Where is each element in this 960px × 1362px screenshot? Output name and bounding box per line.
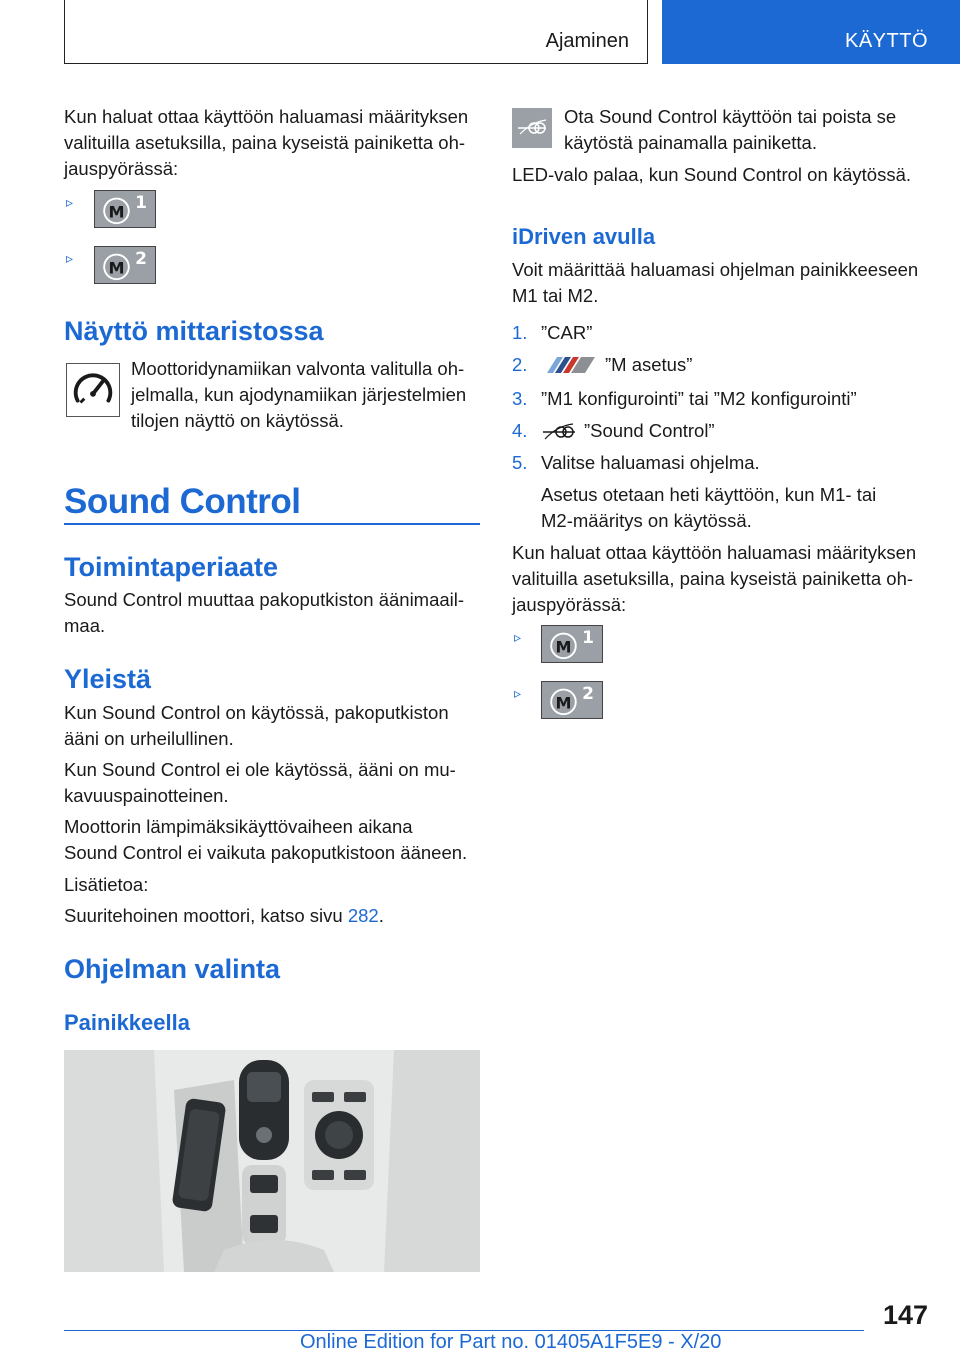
svg-text:M: M <box>108 202 125 222</box>
header-section-box <box>64 0 648 64</box>
engine-reference <box>64 903 384 929</box>
step5-detail-line: Asetus otetaan heti käyttöön, kun M1- tai <box>541 484 877 505</box>
step-number: 5. <box>512 452 528 473</box>
m2-button-icon <box>541 681 603 719</box>
intro-line: jauspyörässä: <box>64 158 179 179</box>
step-text: ”CAR” <box>541 322 593 343</box>
general-line: kavuuspainotteinen. <box>64 785 229 806</box>
speedometer-icon <box>66 363 120 417</box>
general-paragraph-3 <box>64 814 484 866</box>
heading-program-selection: Ohjelman valinta <box>64 954 281 984</box>
display-line: jelmalla, kun ajodynamiikan järjestelmien <box>131 384 467 405</box>
step-text: Valitse haluamasi ohjelma. <box>541 452 760 473</box>
outro-line: jauspyörässä: <box>512 594 627 615</box>
bullet-marker: ▹ <box>66 250 74 266</box>
step-number: 1. <box>512 322 528 343</box>
m1-button-icon <box>94 190 156 228</box>
heading-rule <box>64 523 480 525</box>
heading-sound-control: Sound Control <box>64 482 301 521</box>
header-section-title: Ajaminen <box>545 30 629 52</box>
page-link-282[interactable]: 282 <box>347 905 379 926</box>
svg-text:1: 1 <box>582 628 595 649</box>
m1-button-icon <box>541 625 603 663</box>
engine-reference-text: Suuritehoinen moottori, katso sivu <box>64 905 348 926</box>
led-paragraph: LED-valo palaa, kun Sound Control on käytössä. <box>512 164 912 185</box>
display-line: Moottoridynamiikan valvonta valitulla oh- <box>131 358 465 379</box>
button-toggle-line: käytöstä painamalla painiketta. <box>564 132 817 153</box>
idrive-line: M1 tai M2. <box>512 285 599 306</box>
step5-detail-line: M2-määritys on käytössä. <box>541 510 752 531</box>
svg-text:M: M <box>555 693 572 713</box>
sound-control-icon <box>541 420 577 442</box>
period: . <box>378 905 384 926</box>
heading-by-button: Painikkeella <box>64 1010 190 1035</box>
bullet-marker: ▹ <box>514 629 522 645</box>
principle-paragraph <box>64 587 484 639</box>
outro-line: Kun haluat ottaa käyttöön haluamasi määrityksen <box>512 542 917 563</box>
intro-line: valituilla asetuksilla, paina kyseistä painiketta oh- <box>64 132 466 153</box>
principle-line: Sound Control muuttaa pakoputkiston äänimaail- <box>64 589 465 610</box>
heading-principle: Toimintaperiaate <box>64 552 279 582</box>
button-toggle-paragraph <box>564 104 934 156</box>
svg-text:2: 2 <box>135 249 148 270</box>
general-paragraph-2 <box>64 757 484 809</box>
more-info-label: Lisätietoa: <box>64 874 149 895</box>
svg-text:2: 2 <box>582 684 595 705</box>
step-text: ”Sound Control” <box>584 420 715 441</box>
step5-detail <box>541 482 941 534</box>
step-number: 3. <box>512 388 528 409</box>
principle-line: maa. <box>64 615 106 636</box>
bullet-marker: ▹ <box>66 194 74 210</box>
intro-line: Kun haluat ottaa käyttöön haluamasi määrityksen <box>64 106 469 127</box>
heading-general: Yleistä <box>64 664 152 694</box>
general-line: Moottorin lämpimäksikäyttövaiheen aikana <box>64 816 413 837</box>
general-paragraph-1 <box>64 700 484 752</box>
step-text: ”M asetus” <box>605 354 693 375</box>
step-number: 4. <box>512 420 528 441</box>
heading-idrive: iDriven avulla <box>512 224 656 249</box>
display-paragraph <box>131 356 481 434</box>
center-console-photo <box>64 1050 480 1272</box>
display-line: tilojen näyttö on käytössä. <box>131 410 344 431</box>
general-line: Kun Sound Control on käytössä, pakoputkiston <box>64 702 449 723</box>
svg-text:M: M <box>108 258 125 278</box>
general-line: Sound Control ei vaikuta pakoputkistoon ääneen. <box>64 842 468 863</box>
m-stripes-icon <box>541 356 597 374</box>
general-line: Kun Sound Control ei ole käytössä, ääni on mu- <box>64 759 456 780</box>
idrive-line: Voit määrittää haluamasi ohjelman painikkeeseen <box>512 259 919 280</box>
outro-line: valituilla asetuksilla, paina kyseistä painiketta oh- <box>512 568 914 589</box>
step-number: 2. <box>512 354 528 375</box>
step-text: ”M1 konfigurointi” tai ”M2 konfigurointi” <box>541 388 857 409</box>
svg-text:1: 1 <box>135 193 148 214</box>
m2-button-icon <box>94 246 156 284</box>
idrive-paragraph <box>512 257 942 309</box>
footer-edition: Online Edition for Part no. 01405A1F5E9 - X/20 <box>300 1331 722 1353</box>
outro-paragraph <box>512 540 942 618</box>
bullet-marker: ▹ <box>514 685 522 701</box>
sound-control-icon <box>512 108 552 148</box>
intro-paragraph <box>64 104 484 182</box>
svg-text:M: M <box>555 637 572 657</box>
header-chapter-title: KÄYTTÖ <box>844 30 928 52</box>
page-number: 147 <box>882 1300 928 1330</box>
heading-display: Näyttö mittaristossa <box>64 316 324 346</box>
general-line: ääni on urheilullinen. <box>64 728 234 749</box>
button-toggle-line: Ota Sound Control käyttöön tai poista se <box>564 106 897 127</box>
header-chapter-box <box>662 0 960 64</box>
